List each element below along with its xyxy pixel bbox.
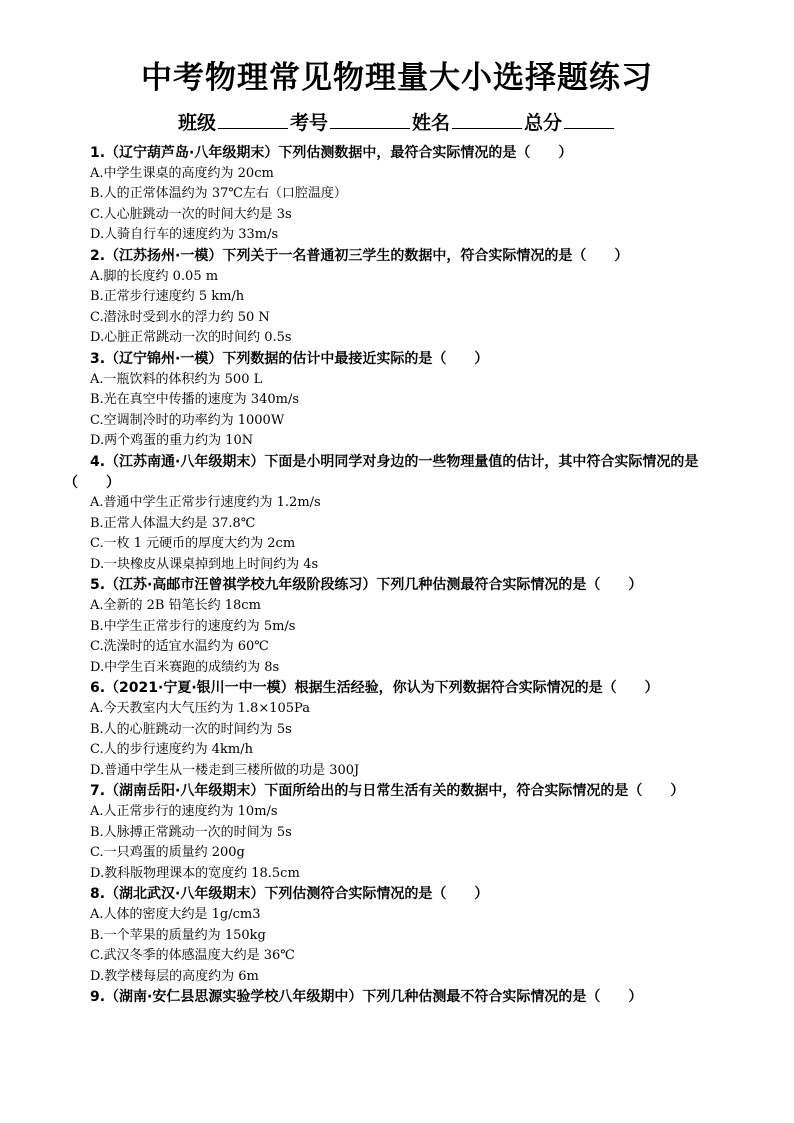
option-b: B.正常步行速度约 5 km/h [90, 289, 245, 305]
option-b: B.人的正常体温约为 37℃左右（口腔温度） [90, 186, 347, 202]
question-stem: 4.（江苏南通·八年级期末）下面是小明同学对身边的一些物理量值的估计，其中符合实际情况的是（ ） [64, 453, 699, 491]
option-b: B.中学生正常步行的速度约为 5m/s [90, 618, 296, 634]
option-d: D.教科版物理课本的宽度约 18.5cm [90, 865, 300, 881]
question-8 [64, 884, 744, 987]
question-stem: 2.（江苏扬州·一模）下列关于一名普通初三学生的数据中，符合实际情况的是（ ） [90, 247, 629, 264]
option-d: D.心脏正常跳动一次的时间约 0.5s [90, 330, 292, 346]
number-blank[interactable] [330, 110, 410, 129]
question-stem: 5.（江苏·高邮市汪曾祺学校九年级阶段练习）下列几种估测最符合实际情况的是（ ） [90, 577, 643, 594]
question-stem: 8.（湖北武汉·八年级期末）下列估测符合实际情况的是（ ） [90, 886, 489, 903]
question-stem: 6.（2021·宁夏·银川一中一模）根据生活经验，你认为下列数据符合实际情况的是（ ） [90, 680, 659, 697]
option-b: B.人的心脏跳动一次的时间约为 5s [90, 721, 292, 737]
option-d: D.人骑自行车的速度约为 33m/s [90, 227, 279, 243]
question-7 [64, 781, 744, 884]
class-blank[interactable] [218, 110, 288, 129]
question-stem: 7.（湖南岳阳·八年级期末）下面所给出的与日常生活有关的数据中，符合实际情况的是（ ） [90, 783, 685, 800]
option-c: C.人心脏跳动一次的时间大约是 3s [90, 206, 292, 222]
option-c: C.一只鸡蛋的质量约 200g [90, 845, 245, 861]
option-c: C.空调制冷时的功率约为 1000W [90, 412, 285, 428]
option-a: A.中学生课桌的高度约为 20cm [90, 165, 274, 181]
option-c: C.人的步行速度约为 4km/h [90, 742, 253, 758]
option-c: C.洗澡时的适宜水温约为 60℃ [90, 639, 269, 655]
option-b: B.一个苹果的质量约为 150kg [90, 927, 266, 943]
option-a: A.一瓶饮料的体积约为 500 L [90, 371, 263, 387]
question-stem: 9.（湖南·安仁县思源实验学校八年级期中）下列几种估测最不符合实际情况的是（ ） [90, 989, 643, 1006]
question-list [64, 143, 744, 1008]
option-d: D.普通中学生从一楼走到三楼所做的功是 300J [90, 762, 360, 778]
option-d: D.两个鸡蛋的重力约为 10N [90, 433, 254, 449]
question-stem: 1.（辽宁葫芦岛·八年级期末）下列估测数据中，最符合实际情况的是（ ） [90, 145, 573, 161]
page-title: 中考物理常见物理量大小选择题练习 [141, 60, 653, 96]
option-b: B.光在真空中传播的速度为 340m/s [90, 392, 300, 408]
question-stem: 3.（辽宁锦州·一模）下列数据的估计中最接近实际的是（ ） [90, 350, 489, 367]
name-blank[interactable] [452, 110, 522, 129]
option-a: A.今天教室内大气压约为 1.8×105Pa [90, 701, 310, 717]
question-4 [64, 452, 744, 576]
name-label: 姓名 [412, 112, 451, 134]
student-info-line [0, 109, 794, 137]
question-3 [64, 349, 744, 452]
class-label: 班级 [177, 112, 216, 134]
option-c: C.潜泳时受到水的浮力约 50 N [90, 309, 270, 325]
question-2 [64, 246, 744, 349]
option-b: B.人脉搏正常跳动一次的时间为 5s [90, 824, 292, 840]
question-1 [64, 143, 744, 246]
question-5 [64, 575, 744, 678]
score-label: 总分 [524, 112, 563, 134]
option-a: A.人正常步行的速度约为 10m/s [90, 804, 278, 819]
number-label: 考号 [289, 112, 328, 134]
option-c: C.一枚 1 元硬币的厚度大约为 2cm [90, 536, 296, 552]
option-c: C.武汉冬季的体感温度大约是 36℃ [90, 948, 295, 964]
option-a: A.脚的长度约 0.05 m [90, 268, 219, 284]
option-a: A.人体的密度大约是 1g/cm3 [90, 906, 261, 922]
option-d: D.教学楼每层的高度约为 6m [90, 968, 259, 984]
option-d: D.中学生百米赛跑的成绩约为 8s [90, 659, 280, 675]
option-a: A.全新的 2B 铅笔长约 18cm [90, 598, 261, 614]
option-d: D.一块橡皮从课桌掉到地上时间约为 4s [90, 556, 319, 572]
option-b: B.正常人体温大约是 37.8℃ [90, 515, 256, 531]
score-blank[interactable] [564, 110, 614, 129]
option-a: A.普通中学生正常步行速度约为 1.2m/s [90, 495, 321, 511]
question-6 [64, 678, 744, 781]
question-9 [64, 987, 744, 1008]
